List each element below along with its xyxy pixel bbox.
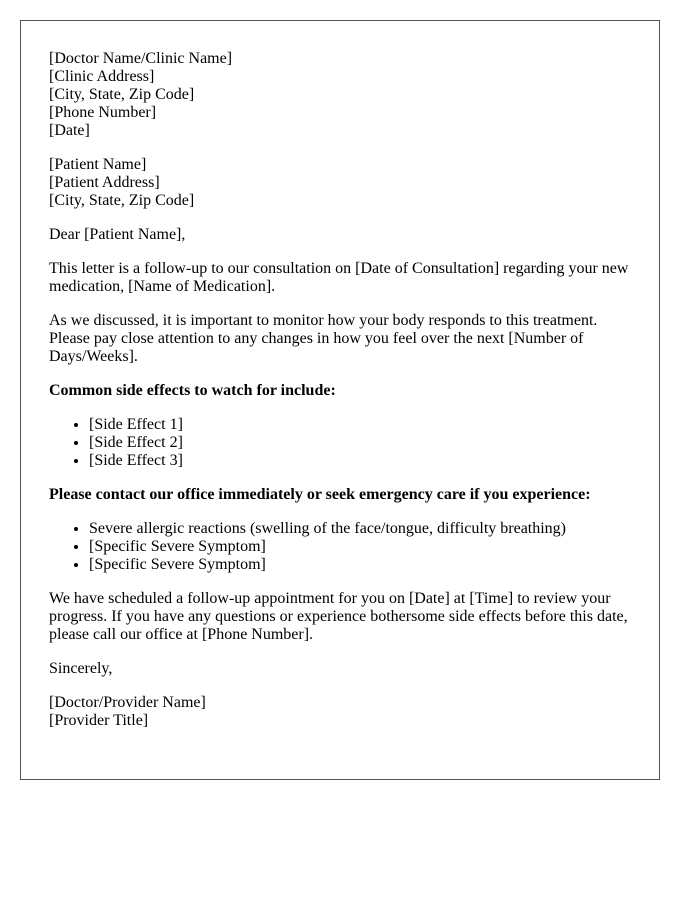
signature-name: [Doctor/Provider Name] bbox=[49, 694, 206, 711]
followup-paragraph: We have scheduled a follow-up appointment for you on [Date] at [Time] to review your progress. If you have any questions or experience bothersome side effects before this date, please call our office at [Phone Number]. bbox=[49, 590, 628, 643]
monitor-paragraph: As we discussed, it is important to monitor how your body responds to this treatment. Please pay close attention to any changes in how you feel over the next [Number of Days/Weeks]. bbox=[49, 312, 598, 365]
letter-date: [Date] bbox=[49, 122, 90, 139]
list-item: • [Side Effect 3] bbox=[89, 452, 631, 470]
intro-paragraph: This letter is a follow-up to our consultation on [Date of Consultation] regarding your new medication, [Name of Medication]. bbox=[49, 260, 629, 295]
side-effects-heading: Common side effects to watch for include: bbox=[49, 382, 336, 399]
sender-address: [Clinic Address] bbox=[49, 68, 155, 85]
signature-block bbox=[49, 694, 631, 730]
list-item: • [Side Effect 2] bbox=[89, 434, 631, 452]
side-effects-list bbox=[49, 416, 631, 470]
list-item: • [Specific Severe Symptom] bbox=[89, 556, 631, 574]
list-item: • [Side Effect 1] bbox=[89, 416, 631, 434]
recipient-city-state-zip: [City, State, Zip Code] bbox=[49, 192, 195, 209]
sender-address-block bbox=[49, 50, 631, 140]
salutation: Dear [Patient Name], bbox=[49, 226, 186, 243]
sender-city-state-zip: [City, State, Zip Code] bbox=[49, 86, 195, 103]
list-item: • Severe allergic reactions (swelling of the face/tongue, difficulty breathing) bbox=[89, 520, 631, 538]
recipient-address: [Patient Address] bbox=[49, 174, 160, 191]
letter-page bbox=[20, 20, 660, 780]
emergency-symptoms-list bbox=[49, 520, 631, 574]
recipient-address-block bbox=[49, 156, 631, 210]
sender-name: [Doctor Name/Clinic Name] bbox=[49, 50, 233, 67]
closing: Sincerely, bbox=[49, 660, 113, 677]
recipient-name: [Patient Name] bbox=[49, 156, 147, 173]
list-item: • [Specific Severe Symptom] bbox=[89, 538, 631, 556]
sender-phone: [Phone Number] bbox=[49, 104, 157, 121]
signature-title: [Provider Title] bbox=[49, 712, 149, 729]
emergency-heading: Please contact our office immediately or seek emergency care if you experience: bbox=[49, 486, 591, 503]
